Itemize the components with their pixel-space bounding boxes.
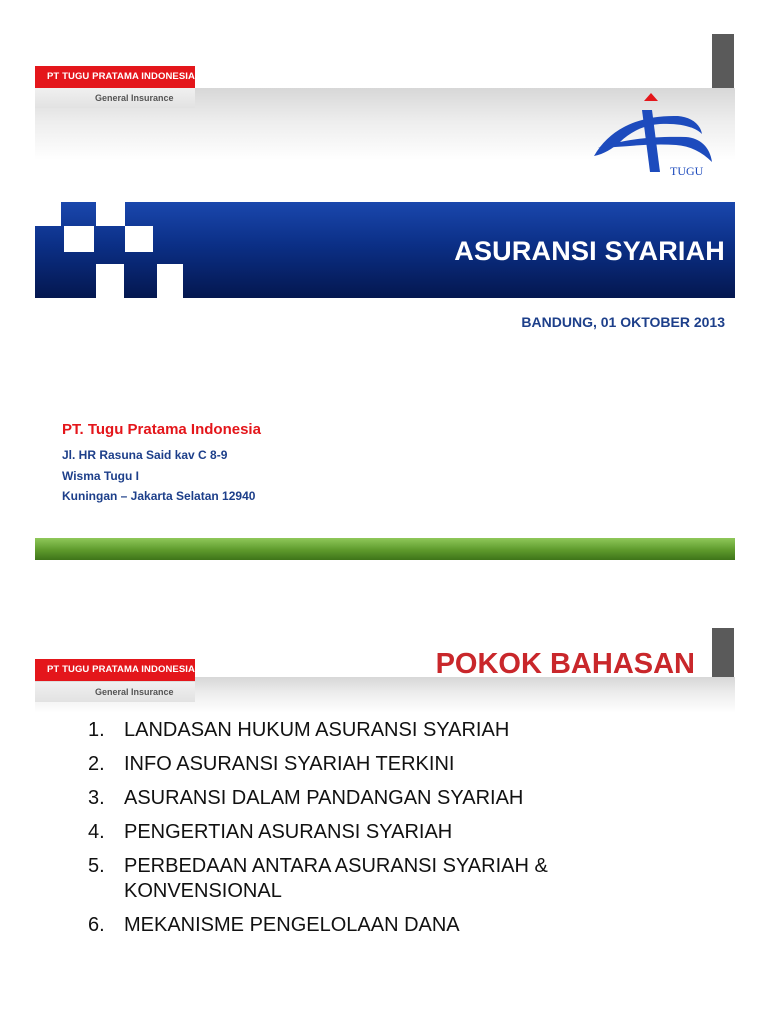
item-number: 2. [88,753,105,775]
list-item [88,718,688,743]
brand-division-label: General Insurance [35,88,195,108]
item-number: 4. [88,821,105,843]
item-number: 1. [88,719,105,741]
agenda-list [88,718,688,947]
item-number: 3. [88,787,105,809]
list-item [88,820,688,845]
item-text: MEKANISME PENGELOLAAN DANA [124,914,460,936]
logo-red-triangle [644,93,658,101]
item-text: ASURANSI DALAM PANDANGAN SYARIAH [124,787,524,809]
green-footer-bar [35,538,735,560]
item-text: PERBEDAAN ANTARA ASURANSI SYARIAH & KONVENSIONAL [124,855,548,902]
title-bar [35,202,735,298]
slide-title: ASURANSI SYARIAH [454,236,725,266]
section-title: POKOK BAHASAN [435,648,695,680]
item-number: 6. [88,914,105,936]
list-item [88,854,688,904]
list-item [88,752,688,777]
brand-company-label: PT TUGU PRATAMA INDONESIA [35,66,195,88]
checker-square [96,264,124,298]
company-name: PT. Tugu Pratama Indonesia [62,421,261,438]
address-line: Wisma Tugu I [62,469,140,483]
checker-square [96,202,125,226]
address-line: Kuningan – Jakarta Selatan 12940 [62,489,256,503]
tugu-logo [590,90,716,180]
list-item [88,786,688,811]
item-text: INFO ASURANSI SYARIAH TERKINI [124,753,455,775]
logo-text: TUGU [670,164,704,178]
checker-square [125,226,153,252]
date-line: BANDUNG, 01 OKTOBER 2013 [521,314,725,330]
corner-accent-dark [712,628,734,680]
brand-division-label: General Insurance [35,682,195,702]
item-text: PENGERTIAN ASURANSI SYARIAH [124,821,453,843]
checker-square [157,264,183,298]
checker-square [64,226,94,252]
agenda-slide [0,590,768,1024]
item-text: LANDASAN HUKUM ASURANSI SYARIAH [124,719,510,741]
checker-square [35,202,61,226]
list-item [88,913,688,938]
corner-accent-dark [712,34,734,88]
brand-company-label: PT TUGU PRATAMA INDONESIA [35,659,195,681]
item-number: 5. [88,855,105,877]
address-line: Jl. HR Rasuna Said kav C 8-9 [62,448,228,462]
